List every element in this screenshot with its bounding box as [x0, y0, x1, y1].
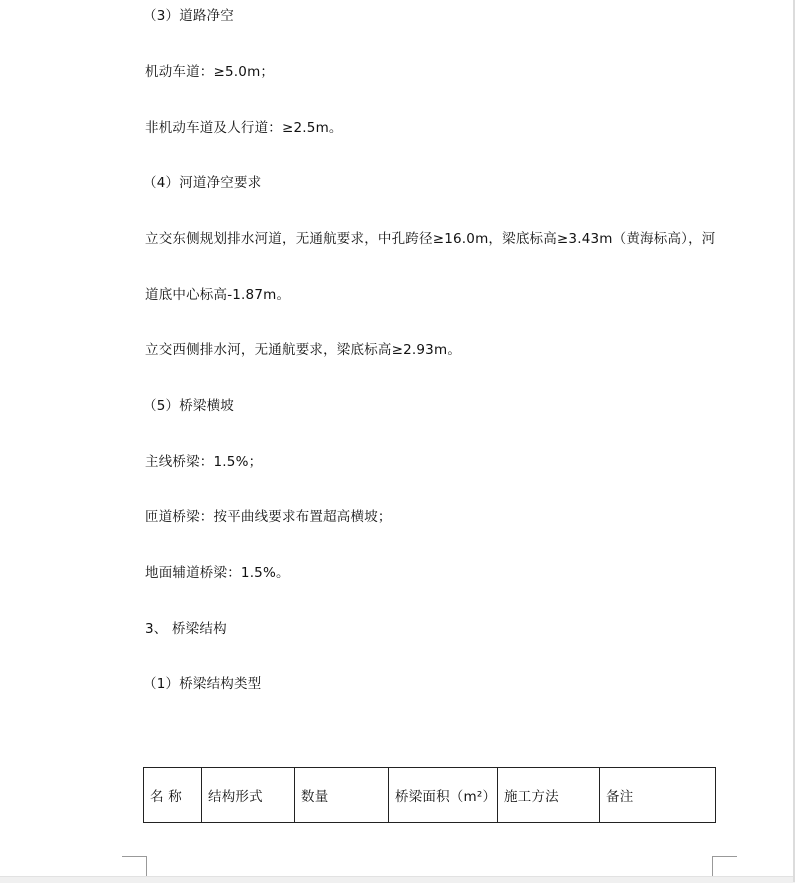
- para-auxiliary-bridge: 地面辅道桥梁：1.5%。: [145, 565, 290, 581]
- heading-structure-type: （1）桥梁结构类型: [143, 676, 262, 692]
- para-east-river: 立交东侧规划排水河道，无通航要求，中孔跨径≥16.0m，梁底标高≥3.43m（黄海标高），河: [145, 231, 716, 247]
- para-non-motor-lane: 非机动车道及人行道：≥2.5m。: [145, 120, 343, 136]
- header-construction-method: 施工方法: [498, 768, 600, 823]
- para-mainline-bridge: 主线桥梁：1.5%；: [145, 454, 263, 470]
- para-motor-lane: 机动车道：≥5.0m；: [145, 64, 275, 80]
- header-quantity: 数量: [295, 768, 389, 823]
- heading-cross-slope: （5）桥梁横坡: [143, 398, 234, 414]
- header-name: 名 称: [144, 768, 202, 823]
- heading-road-clearance: （3）道路净空: [143, 8, 234, 24]
- header-remarks: 备注: [600, 768, 716, 823]
- para-east-river-cont: 道底中心标高-1.87m。: [145, 287, 291, 303]
- para-west-river: 立交西侧排水河，无通航要求，梁底标高≥2.93m。: [145, 342, 462, 358]
- para-ramp-bridge: 匝道桥梁：按平曲线要求布置超高横坡；: [145, 509, 392, 525]
- header-bridge-area: 桥梁面积（m²）: [389, 768, 498, 823]
- table-header-row: [144, 768, 716, 823]
- heading-bridge-structure: 3、 桥梁结构: [145, 621, 227, 637]
- header-structure-form: 结构形式: [202, 768, 295, 823]
- heading-river-clearance: （4）河道净空要求: [143, 175, 262, 191]
- bridge-structure-table: [143, 767, 716, 823]
